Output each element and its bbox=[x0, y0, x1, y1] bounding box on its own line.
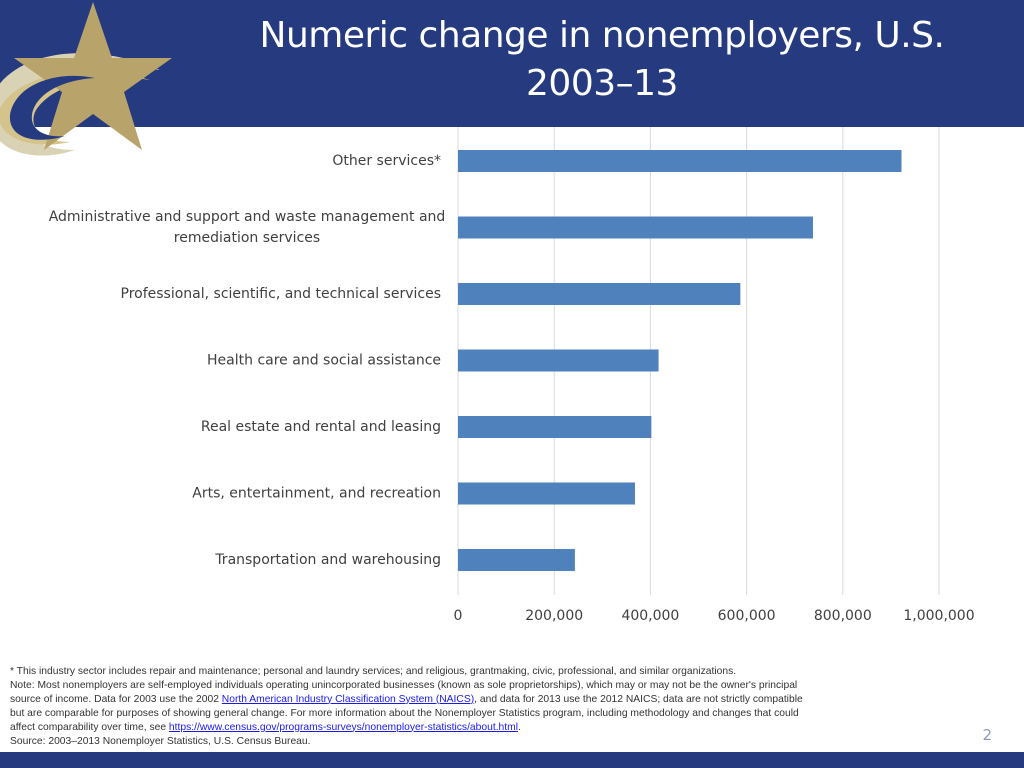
footnotes bbox=[10, 665, 910, 748]
footnote-note-line bbox=[10, 721, 910, 735]
footnote-source: Source: 2003–2013 Nonemployer Statistics, U.S. Census Bureau. bbox=[10, 735, 311, 747]
x-tick-label: 0 bbox=[453, 608, 463, 624]
bar bbox=[458, 217, 813, 239]
category-label: Real estate and rental and leasing bbox=[200, 419, 441, 435]
bar-chart bbox=[0, 127, 1024, 637]
x-tick-label: 1,000,000 bbox=[903, 608, 975, 624]
footnote-note-line: but are comparable for purposes of showing general change. For more information about the Nonemployer Statistics program, including methodology and changes that could bbox=[10, 707, 799, 719]
footnote-text: , and data for 2013 use the 2012 NAICS; data are not strictly compatible bbox=[474, 693, 803, 705]
footnote-text: affect comparability over time, see bbox=[10, 721, 169, 733]
x-tick-label: 400,000 bbox=[621, 608, 680, 624]
bar bbox=[458, 483, 635, 505]
category-label: Professional, scientific, and technical services bbox=[120, 286, 441, 302]
bar bbox=[458, 150, 901, 172]
bar bbox=[458, 350, 659, 372]
category-label: Other services* bbox=[332, 153, 441, 169]
category-label: Arts, entertainment, and recreation bbox=[192, 485, 441, 502]
naics-link[interactable]: North American Industry Classification System (NAICS) bbox=[221, 693, 475, 705]
footnote-text: source of income. Data for 2003 use the 2002 bbox=[10, 693, 222, 705]
bar bbox=[458, 416, 651, 438]
category-label: Administrative and support and waste management and bbox=[48, 209, 446, 225]
x-tick-label: 600,000 bbox=[717, 608, 776, 624]
bar bbox=[458, 549, 575, 571]
footnote-note-line bbox=[10, 693, 910, 707]
category-label: Health care and social assistance bbox=[207, 352, 441, 369]
page-number: 2 bbox=[982, 726, 992, 744]
slide-footer-bar bbox=[0, 752, 1024, 768]
category-label: remediation services bbox=[173, 230, 321, 246]
x-tick-label: 800,000 bbox=[813, 608, 872, 624]
title-line-2: 2003–13 bbox=[526, 63, 678, 104]
footnote-note-line: Note: Most nonemployers are self-employed individuals operating unincorporated businesses (known as sole proprietorships), which may or may not be the owner's principal bbox=[10, 679, 798, 691]
nonemployer-stats-link[interactable]: https://www.census.gov/programs-surveys/nonemployer-statistics/about.html bbox=[168, 721, 519, 733]
title-line-1: Numeric change in nonemployers, U.S. bbox=[259, 15, 945, 56]
bar bbox=[458, 283, 740, 305]
footnote-asterisk: * This industry sector includes repair and maintenance; personal and laundry services; and religious, grantmaking, civic, professional, and similar organizations. bbox=[10, 666, 737, 677]
x-tick-label: 200,000 bbox=[525, 608, 584, 624]
category-label: Transportation and warehousing bbox=[215, 552, 441, 568]
page-title bbox=[180, 12, 1024, 108]
footnote-text: . bbox=[518, 721, 521, 733]
